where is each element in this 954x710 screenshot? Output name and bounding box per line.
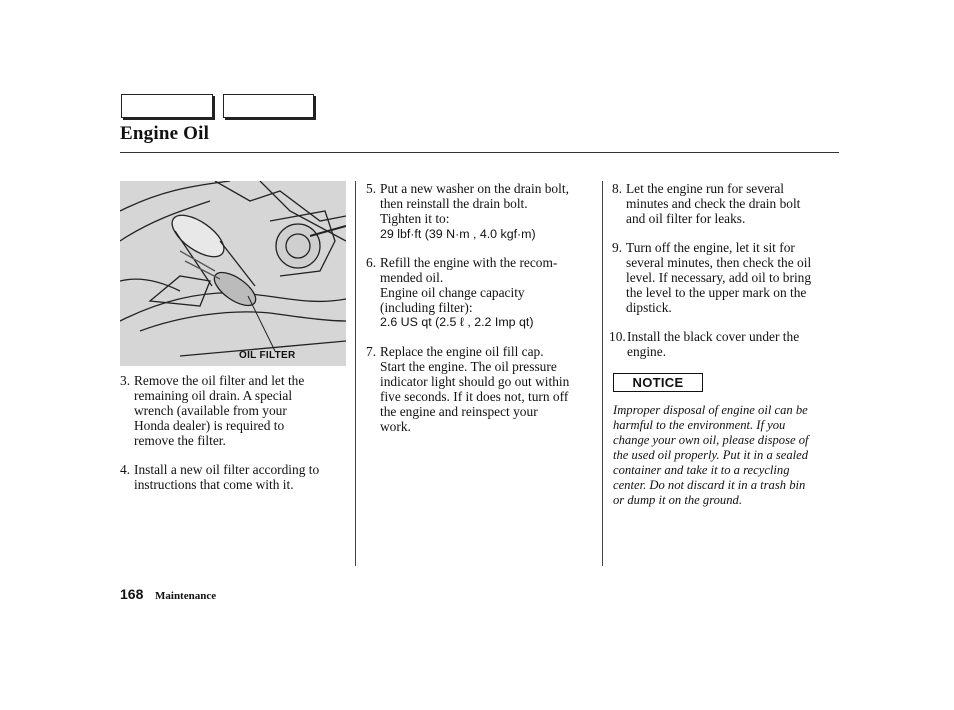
oil-capacity-spec: 2.6 US qt (2.5 ℓ , 2.2 Imp qt) <box>380 315 534 329</box>
step-number: 9. <box>612 240 623 255</box>
page-number: 168 <box>120 586 144 602</box>
step-text: Put a new washer on the drain bolt, then reinstall the drain bolt. Tighten it to: <box>380 181 569 226</box>
torque-spec: 29 lbf·ft (39 N·m , 4.0 kgf·m) <box>380 227 536 241</box>
oil-filter-drawing <box>120 181 346 366</box>
title-divider <box>120 152 839 153</box>
step-number: 6. <box>366 255 377 270</box>
step-text: Remove the oil filter and let the remaining oil drain. A special wrench (available from your Honda dealer) is required to remove the filter. <box>134 373 305 448</box>
step-text: Refill the engine with the recom- mended oil. Engine oil change capacity (including filter): <box>380 255 558 315</box>
step-number: 5. <box>366 181 377 196</box>
section-name: Maintenance <box>155 590 217 602</box>
column-divider-1 <box>355 181 356 566</box>
step-number: 8. <box>612 181 623 196</box>
page-title: Engine Oil <box>120 123 210 144</box>
step-number: 7. <box>366 344 377 359</box>
step-text: Turn off the engine, let it sit for several minutes, then check the oil level. If necessary, add oil to bring the level to the upper mark on the dipstick. <box>626 240 812 315</box>
step-number: 3. <box>120 373 131 388</box>
step-text: Replace the engine oil fill cap. Start the engine. The oil pressure indicator light should go out within five seconds. If it does not, turn off the engine and reinspect your work. <box>380 344 570 434</box>
step-number: 10. <box>609 329 626 344</box>
nav-button-next[interactable] <box>223 94 314 118</box>
step-text: Let the engine run for several minutes and check the drain bolt and oil filter for leaks. <box>626 181 801 226</box>
notice-text: Improper disposal of engine oil can be harmful to the environment. If you change your own oil, please dispose of the used oil properly. Put it in a sealed container and take it to a recycling center. Do not discard it in a trash bin or dump it on the ground. <box>613 403 809 507</box>
figure-label: OIL FILTER <box>239 350 296 361</box>
oil-filter-illustration <box>120 181 346 366</box>
column-divider-2 <box>602 181 603 566</box>
nav-button-previous[interactable] <box>121 94 213 118</box>
step-text: Install a new oil filter according to instructions that come with it. <box>134 462 320 492</box>
step-number: 4. <box>120 462 131 477</box>
notice-label: NOTICE <box>613 373 703 392</box>
step-text: Install the black cover under the engine. <box>627 329 800 359</box>
